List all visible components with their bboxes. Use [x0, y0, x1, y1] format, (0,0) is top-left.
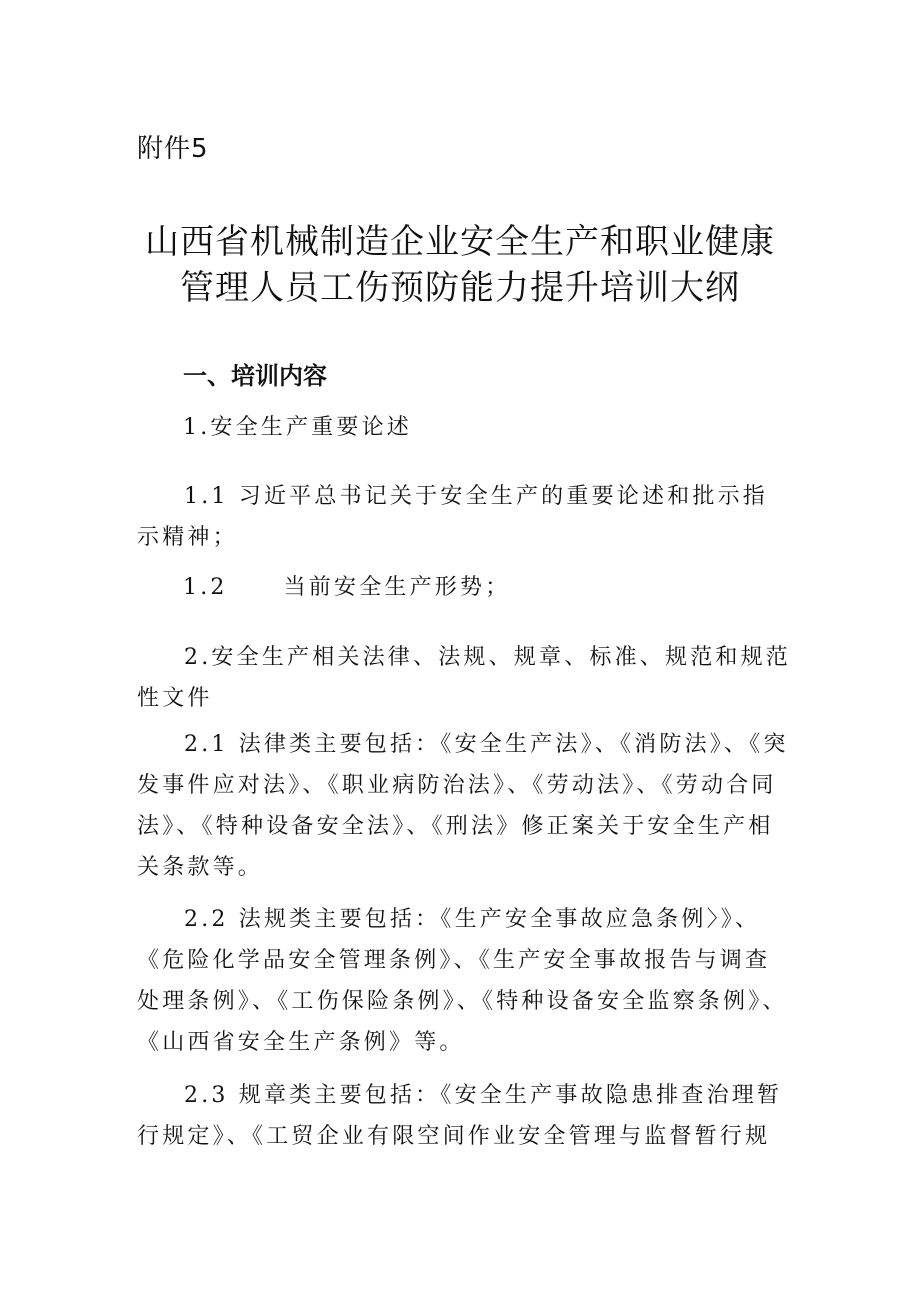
- paragraph-1-1: 1.1 习近平总书记关于安全生产的重要论述和批示指示精神；: [137, 484, 768, 550]
- section-heading-training-content: 一、培训内容: [183, 362, 327, 390]
- document-title-line-2: 管理人员工伤预防能力提升培训大纲: [180, 268, 740, 308]
- paragraph-2-1: 2.1 法律类主要包括：《安全生产法》、《消防法》、《突发事件应对法》、《职业病防治法》、《劳动法》、《劳动合同法》、《特种设备安全法》、《刑法》修正案关于安全生产相关条款等。: [137, 732, 789, 880]
- item-2-heading: 2.安全生产相关法律、法规、规章、标准、规范和规范性文件: [137, 645, 791, 711]
- item-1-heading: 1.安全生产重要论述: [183, 415, 412, 440]
- paragraph-2-2: 2.2 法规类主要包括：《生产安全事故应急条例〉》、《危险化学品安全管理条例》、《生产安全事故报告与调查处理条例》、《工伤保险条例》、《特种设备安全监察条例》、《山西省安全生产条例》等。: [137, 907, 788, 1055]
- paragraph-2-3: 2.3 规章类主要包括：《安全生产事故隐患排查治理暂行规定》、《工贸企业有限空间作业安全管理与监督暂行规: [137, 1083, 783, 1149]
- item-1-2-line: [183, 570, 510, 601]
- attachment-label: 附件5: [137, 134, 209, 164]
- item-1-2-text: 当前安全生产形势；: [283, 575, 511, 600]
- document-title-line-1: 山西省机械制造企业安全生产和职业健康: [145, 222, 775, 262]
- item-1-2-number: 1.2: [183, 575, 228, 600]
